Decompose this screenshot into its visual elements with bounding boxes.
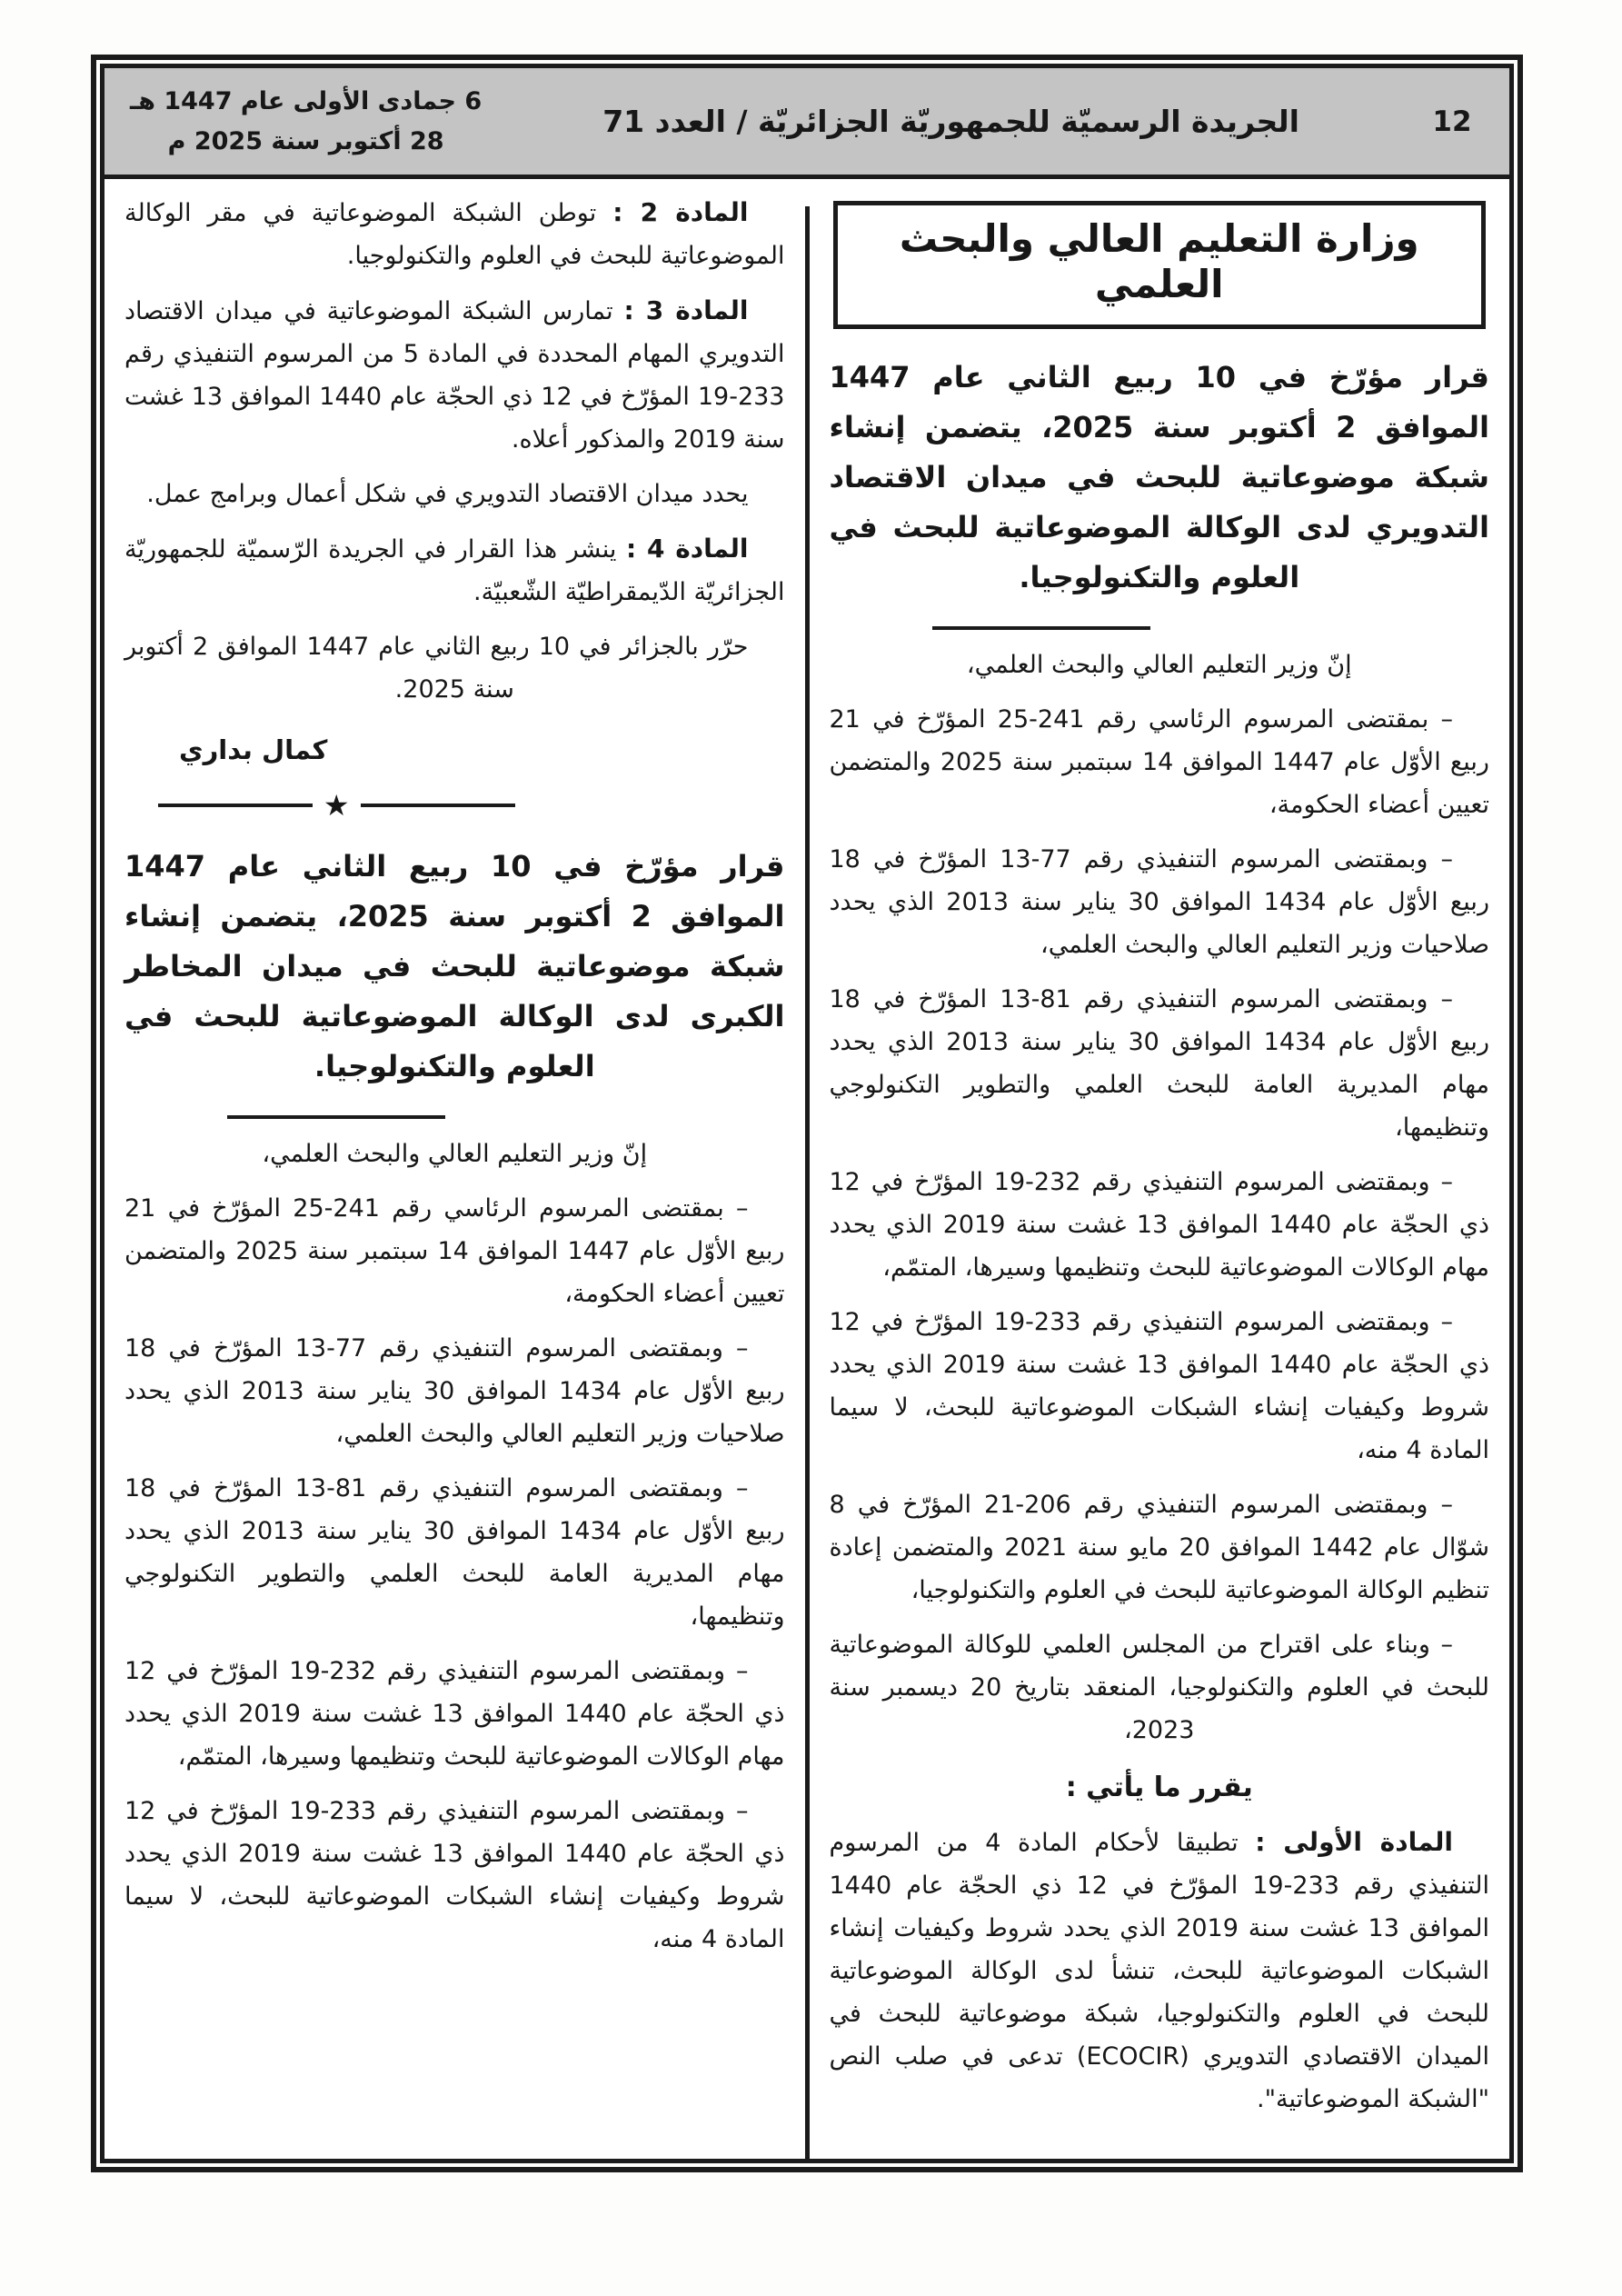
- preamble-intro: إنّ وزير التعليم العالي والبحث العلمي،: [966, 650, 1352, 679]
- date-hijri: 6 جمادى الأولى عام 1447 هـ: [130, 86, 483, 115]
- section-separator: [932, 626, 1150, 630]
- article-2: [124, 179, 785, 277]
- vu-clause-presidential-241-25-b: – بمقتضى المرسوم الرئاسي رقم 241-25 المؤرّخ في 21 ربيع الأوّل عام 1447 الموافق 14 سبتمبر سنة 2025 والمتضمن تعيين أعضاء الحكومة،: [124, 1194, 785, 1308]
- article-2-label: المادة 2 :: [612, 197, 749, 227]
- gazette-header: [104, 68, 1509, 179]
- star-icon: ★: [323, 788, 350, 823]
- vu-clause-scientific-council: – وبناء على اقتراح من المجلس العلمي للوكالة الموضوعاتية للبحث في العلوم والتكنولوجيا، المنعقد بتاريخ 20 ديسمبر سنة 2023،: [829, 1630, 1489, 1744]
- vu-clause-81-13-b: – وبمقتضى المرسوم التنفيذي رقم 81-13 المؤرّخ في 18 ربيع الأوّل عام 1434 الموافق 30 يناير سنة 2013 الذي يحدد مهام المديرية العامة للبحث العلمي والتطوير التكنولوجي وتنظيمها،: [124, 1474, 785, 1631]
- right-column: [810, 179, 1510, 2159]
- article-1: [830, 1809, 1490, 2121]
- article-4-text: ينشر هذا القرار في الجريدة الرّسميّة للجمهوريّة الجزائريّة الدّيمقراطيّة الشّعبيّة.: [124, 535, 785, 606]
- vu-clause-233-19-b: – وبمقتضى المرسوم التنفيذي رقم 233-19 المؤرّخ في 12 ذي الحجّة عام 1440 الموافق 13 غشت سنة 2019 الذي يحدد شروط وكيفيات إنشاء الشبكات الموضوعاتية للبحث، لا سيما المادة 4 منه،: [124, 1797, 785, 1953]
- vu-clause-77-13-b: – وبمقتضى المرسوم التنفيذي رقم 77-13 المؤرّخ في 18 ربيع الأوّل عام 1434 الموافق 30 يناير سنة 2013 الذي يحدد صلاحيات وزير التعليم العالي والبحث العلمي،: [124, 1334, 785, 1448]
- page-inner-frame: [100, 64, 1514, 2163]
- content-area: [104, 179, 1509, 2159]
- header-dates: [121, 82, 491, 162]
- article-3-extra: يحدد ميدان الاقتصاد التدويري في شكل أعمال وبرامج عمل.: [146, 480, 749, 508]
- vu-clause-77-13: – وبمقتضى المرسوم التنفيذي رقم 77-13 المؤرّخ في 18 ربيع الأوّل عام 1434 الموافق 30 يناير سنة 2013 الذي يحدد صلاحيات وزير التعليم العالي والبحث العلمي،: [829, 844, 1489, 959]
- vu-clause-81-13: – وبمقتضى المرسوم التنفيذي رقم 81-13 المؤرّخ في 18 ربيع الأوّل عام 1434 الموافق 30 يناير سنة 2013 الذي يحدد مهام المديرية العامة للبحث العلمي والتطوير التكنولوجي وتنظيمها،: [829, 984, 1489, 1142]
- page-frame: [91, 55, 1523, 2172]
- separator-line: [158, 804, 313, 807]
- page-number: 12: [1432, 105, 1472, 138]
- decree-risks-title: قرار مؤرّخ في 10 ربيع الثاني عام 1447 الموافق 2 أكتوبر سنة 2025، يتضمن إنشاء شبكة موضوعاتية للبحث في ميدان المخاطر الكبرى لدى الوكالة الموضوعاتية للبحث في العلوم والتكنولوجيا.: [124, 849, 785, 1083]
- article-4-label: المادة 4 :: [625, 534, 749, 564]
- minister-signature: كمال بداري: [179, 734, 328, 765]
- article-1-label: المادة الأولى :: [1255, 1826, 1453, 1857]
- section-separator: [227, 1115, 445, 1119]
- decision-formula: يقرر ما يأتي :: [1065, 1771, 1253, 1803]
- preamble-intro-2: إنّ وزير التعليم العالي والبحث العلمي،: [262, 1140, 648, 1168]
- article-1-text: تطبيقا لأحكام المادة 4 من المرسوم التنفيذي رقم 233-19 المؤرّخ في 12 ذي الحجّة عام 1440 الموافق 13 غشت سنة 2019 الذي يحدد شروط وكيفيات إنشاء الشبكات الموضوعاتية للبحث، تنشأ لدى الوكالة الموضوعاتية للبحث في العلوم والتكنولوجيا، شبكة موضوعاتية للبحث في الميدان الاقتصادي التدويري (ECOCIR) تدعى في صلب النص "الشبكة الموضوعاتية".: [829, 1828, 1489, 2113]
- vu-clause-206-21: – وبمقتضى المرسوم التنفيذي رقم 206-21 المؤرّخ في 8 شوّال عام 1442 الموافق 20 مايو سنة 2021 والمتضمن إعادة تنظيم الوكالة الموضوعاتية للبحث في العلوم والتكنولوجيا،: [829, 1490, 1489, 1604]
- vu-clause-232-19-b: – وبمقتضى المرسوم التنفيذي رقم 232-19 المؤرّخ في 12 ذي الحجّة عام 1440 الموافق 13 غشت سنة 2019 الذي يحدد مهام الوكالات الموضوعاتية للبحث وتنظيمها وسيرها، المتمّم،: [124, 1657, 785, 1771]
- star-separator: [104, 765, 667, 824]
- date-gregorian: 28 أكتوبر سنة 2025 م: [167, 126, 444, 155]
- article-3-text: تمارس الشبكة الموضوعاتية في ميدان الاقتصاد التدويري المهام المحددة في المادة 5 من المرسوم التنفيذي رقم 233-19 المؤرّخ في 12 ذي الحجّة عام 1440 الموافق 13 غشت سنة 2019 والمذكور أعلاه.: [124, 297, 785, 454]
- done-at: حرّر بالجزائر في 10 ربيع الثاني عام 1447 الموافق 2 أكتوبر سنة 2025.: [124, 633, 749, 704]
- journal-title: الجريدة الرسميّة للجمهوريّة الجزائريّة / العدد 71: [602, 104, 1299, 139]
- article-2-text: توطن الشبكة الموضوعاتية في مقر الوكالة الموضوعاتية للبحث في العلوم والتكنولوجيا.: [124, 199, 785, 270]
- separator-line: [361, 804, 515, 807]
- vu-clause-232-19: – وبمقتضى المرسوم التنفيذي رقم 232-19 المؤرّخ في 12 ذي الحجّة عام 1440 الموافق 13 غشت سنة 2019 الذي يحدد مهام الوكالات الموضوعاتية للبحث وتنظيمها وسيرها، المتمّم،: [829, 1167, 1489, 1282]
- article-3-label: المادة 3 :: [623, 295, 749, 325]
- article-3: [124, 277, 785, 461]
- ministry-title-box: وزارة التعليم العالي والبحث العلمي: [833, 201, 1487, 329]
- vu-clause-233-19: – وبمقتضى المرسوم التنفيذي رقم 233-19 المؤرّخ في 12 ذي الحجّة عام 1440 الموافق 13 غشت سنة 2019 الذي يحدد شروط وكيفيات إنشاء الشبكات الموضوعاتية للبحث، لا سيما المادة 4 منه،: [829, 1307, 1489, 1464]
- vu-clause-presidential-241-25: – بمقتضى المرسوم الرئاسي رقم 241-25 المؤرّخ في 21 ربيع الأوّل عام 1447 الموافق 14 سبتمبر سنة 2025 والمتضمن تعيين أعضاء الحكومة،: [829, 704, 1489, 819]
- decree-ecocir-title: قرار مؤرّخ في 10 ربيع الثاني عام 1447 الموافق 2 أكتوبر سنة 2025، يتضمن إنشاء شبكة موضوعاتية للبحث في ميدان الاقتصاد التدويري لدى الوكالة الموضوعاتية للبحث في العلوم والتكنولوجيا.: [829, 359, 1490, 594]
- left-column: [104, 179, 805, 2159]
- column-divider: [805, 206, 810, 2159]
- article-4: [124, 515, 785, 614]
